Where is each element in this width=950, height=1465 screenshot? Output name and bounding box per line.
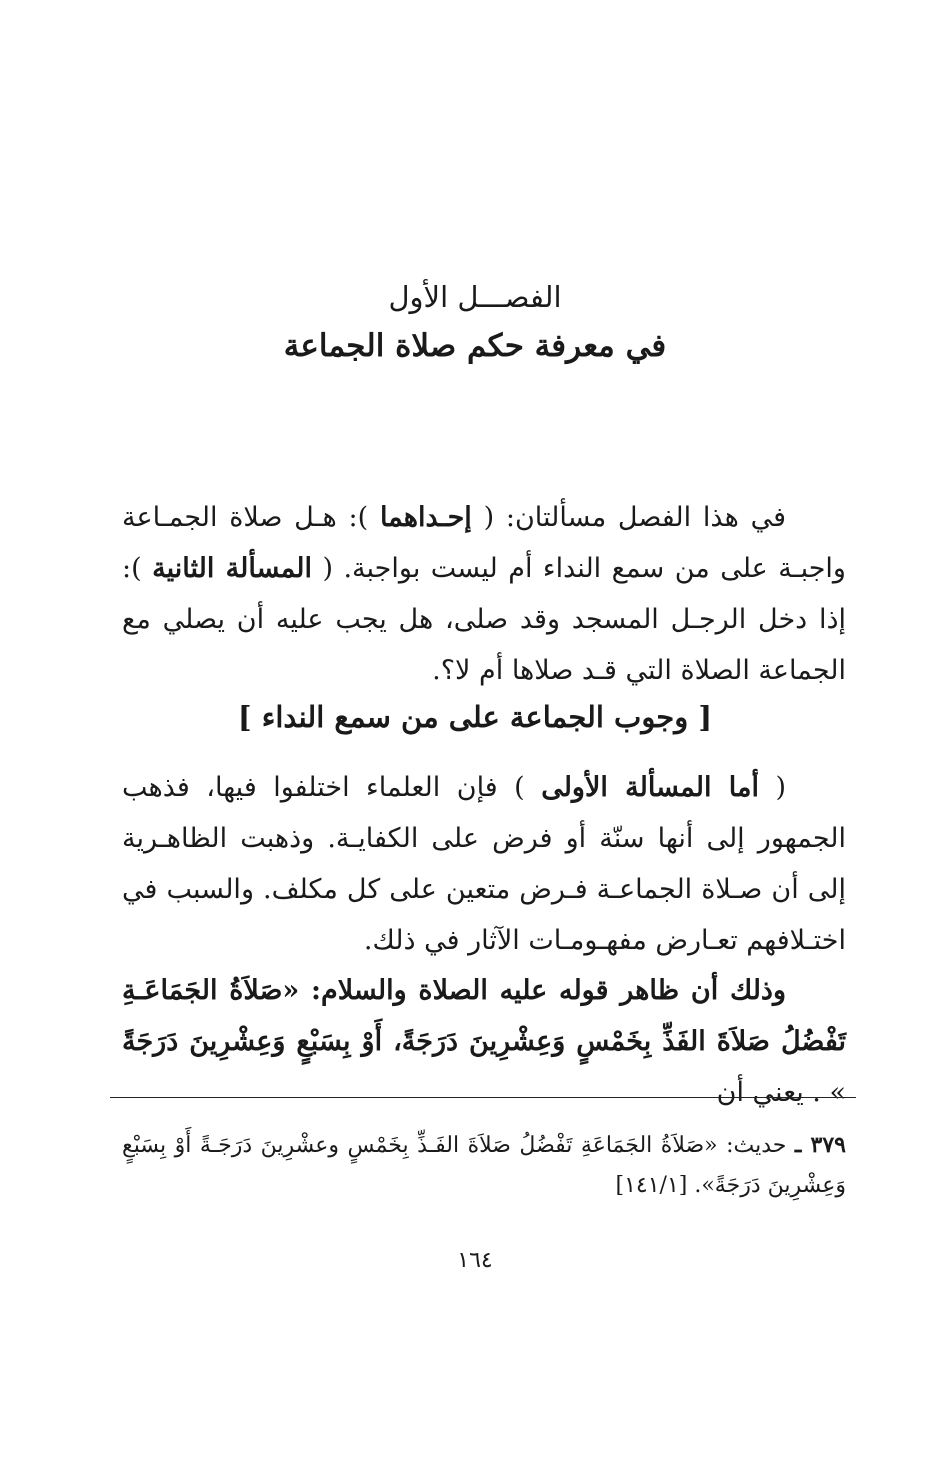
footnote bbox=[122, 1125, 846, 1206]
footnote-text: حديث: «صَلاَةُ الجَمَاعَةِ تَفْضُلُ صَلاَةَ الفَـذِّ بِخَمْسٍ وعشْرِينَ دَرَجَـةً أَوْ بِسَبْعٍ وَعِشْرِينَ دَرَجَةً». [١٤١/١] bbox=[122, 1133, 846, 1198]
intro-second-term: المسألة الثانية bbox=[152, 553, 312, 584]
chapter-title: في معرفة حكم صلاة الجماعة bbox=[283, 328, 667, 364]
intro-first-term: إحـداهما bbox=[379, 502, 472, 533]
intro-paragraph bbox=[122, 492, 846, 696]
first-issue-paragraph bbox=[122, 762, 846, 966]
hadith-lead: وذلك أن ظاهر قوله عليه الصلاة والسلام: « bbox=[282, 975, 786, 1006]
intro-lead: في هذا الفصل مسألتان: ( bbox=[483, 502, 786, 533]
footnote-divider bbox=[110, 1097, 856, 1098]
chapter-label: الفصـــل الأول bbox=[388, 280, 562, 314]
intro-part3: ): إذا دخل الرجـل المسجد وقد صلى، هل يجب عليه أن يصلي مع الجماعة الصلاة التي قـد صلاها أم لا؟. bbox=[122, 553, 846, 686]
footnote-number: ٣٧٩ ـ bbox=[794, 1132, 846, 1158]
hadith-paragraph bbox=[122, 965, 846, 1118]
first-issue-open: ( bbox=[775, 772, 786, 803]
first-issue-term: أما المسألة الأولى bbox=[541, 772, 759, 803]
hadith-quote: صَلاَةُ الجَمَاعَـةِ تَفْضُلُ صَلاَةَ الفَذِّ بِخَمْسٍ وَعِشْرِينَ دَرَجَةً، أَوْ بِسَبْعٍ وَعِشْرِينَ دَرَجَةً bbox=[122, 975, 846, 1057]
section-heading: [ وجوب الجماعة على من سمع النداء ] bbox=[237, 700, 713, 734]
intro-part2: ): هـل صلاة الجمـاعة واجبـة على من سمع النداء أم ليست بواجبة. ( bbox=[122, 502, 846, 584]
page-number: ١٦٤ bbox=[457, 1248, 493, 1273]
hadith-tail: » . يعني أن bbox=[716, 1077, 846, 1108]
first-issue-text: ) فإن العلماء اختلفوا فيها، فذهب الجمهور إلى أنها سنّة أو فرض على الكفايـة. وذهبت الظاهـرية إلى أن صـلاة الجماعـة فـرض متعين على كل مكلف. والسبب في اختـلافهم تعـارض مفهـومـات الآثار في ذلك. bbox=[122, 772, 846, 956]
